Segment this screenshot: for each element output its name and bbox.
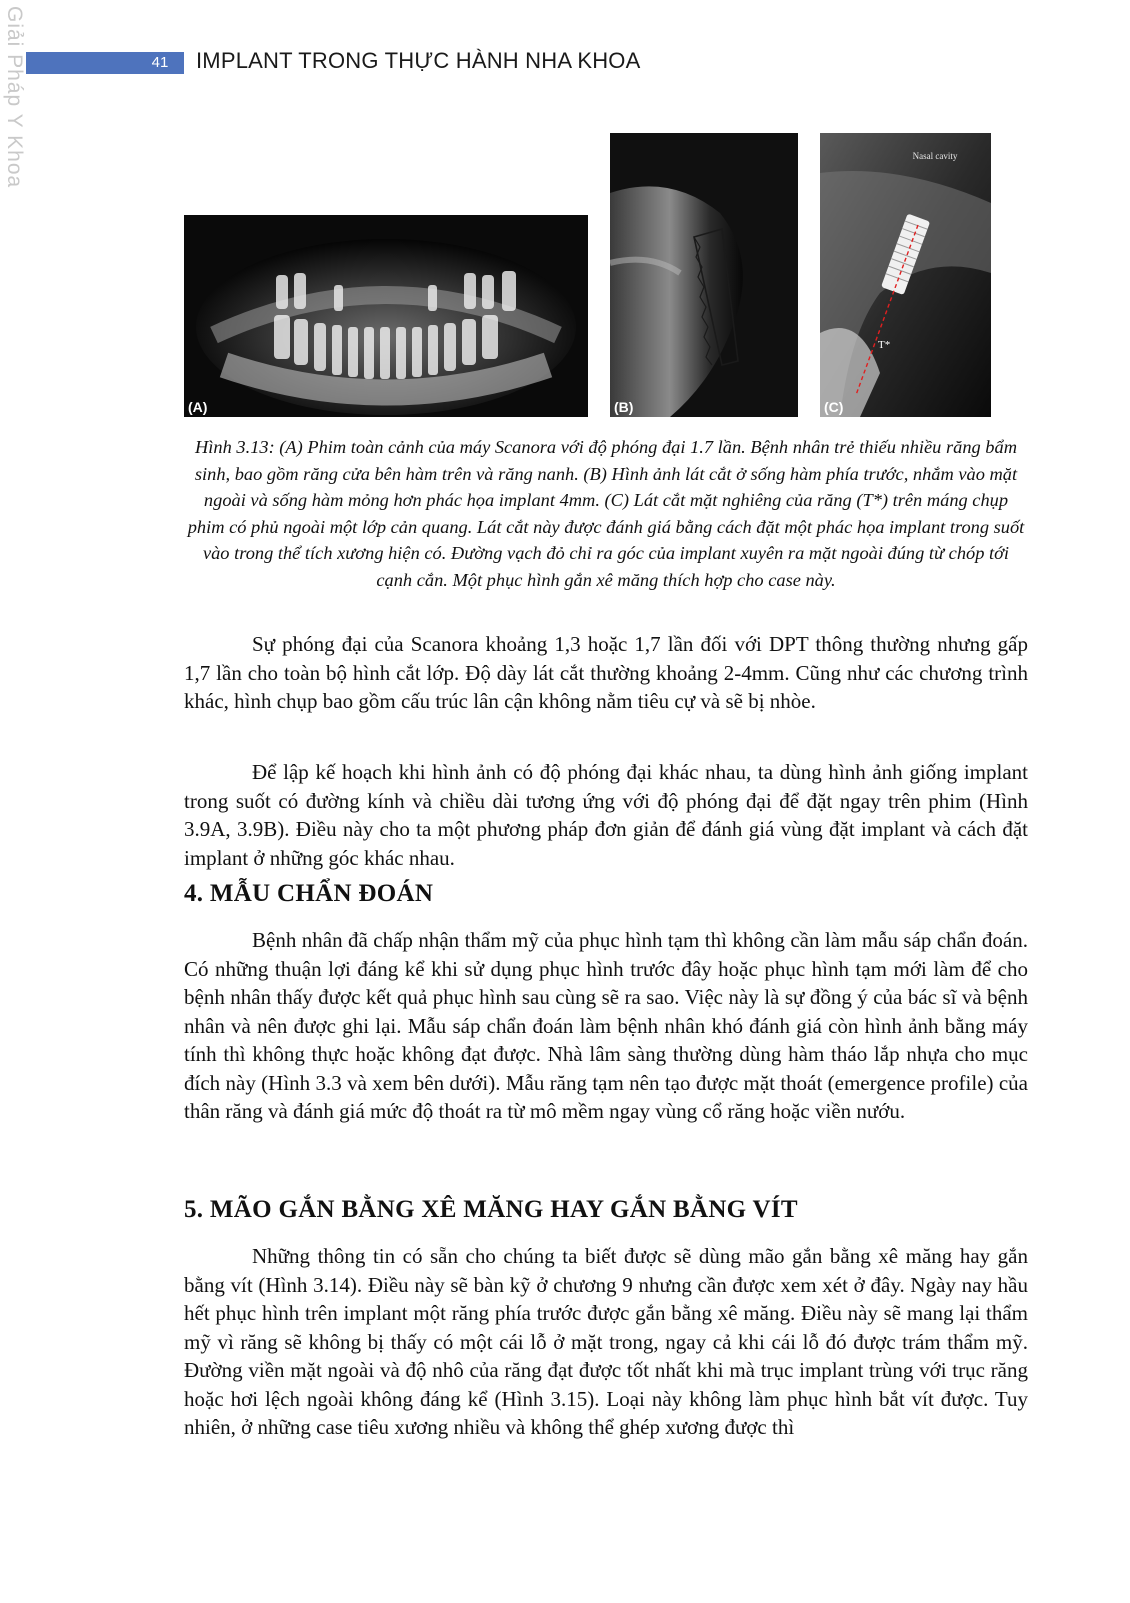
panel-label-b: (B) [614, 399, 634, 415]
panel-label-c: (C) [824, 399, 844, 415]
figure-panel-a [184, 215, 588, 417]
body-paragraph: Những thông tin có sẵn cho chúng ta biết được sẽ dùng mão gắn bằng xê măng hay gắn bằng vít (Hình 3.14). Điều này sẽ bàn kỹ ở chương 9 nhưng cần được xem xét ở đây. Ngày nay hầu hết phục hình trên implant một răng phía trước được gắn bằng xê măng. Điều này sẽ mang lại thẩm mỹ vì răng sẽ không bị thấy có một cái lỗ ở mặt trong, ngay cả khi cái lỗ đó được trám thẩm mỹ. Đường viền mặt ngoài và độ nhô của răng đạt được tốt nhất khi mà trục implant trùng với trục răng hoặc hơi lệch ngoài không đáng kể (Hình 3.15). Loại này không làm phục hình bắt vít được. Tuy nhiên, ở những case tiêu xương nhiều và không thể ghép xương được thì [184, 1244, 1028, 1439]
panel-label-a: (A) [188, 399, 208, 415]
body-paragraph: Sự phóng đại của Scanora khoảng 1,3 hoặc 1,7 lần đối với DPT thông thường nhưng gấp 1,7 lần cho toàn bộ hình cắt lớp. Độ dày lát cắt thường khoảng 2-4mm. Cũng như các chương trình khác, hình chụp bao gồm cấu trúc lân cận không nằm tiêu cự và sẽ bị nhòe. [184, 632, 1028, 713]
page-number: 41 [151, 54, 169, 71]
section-heading: 5. MÃO GẮN BẰNG XÊ MĂNG HAY GẮN BẰNG VÍT [184, 1196, 798, 1223]
running-header-title: IMPLANT TRONG THỰC HÀNH NHA KHOA [196, 48, 641, 73]
figure-panel-b [610, 133, 798, 417]
side-watermark: Giải Pháp Y Khoa [3, 6, 26, 189]
body-paragraph: Để lập kế hoạch khi hình ảnh có độ phóng đại khác nhau, ta dùng hình ảnh giống implant trong suốt có đường kính và chiều dài tương ứng với độ phóng đại để đặt ngay trên phim (Hình 3.9A, 3.9B). Điều này cho ta một phương pháp đơn giản để đánh giá vùng đặt implant và cách đặt implant ở những góc khác nhau. [184, 760, 1028, 870]
tooth-section-xray-image [820, 133, 991, 417]
tooth-t-annotation: T* [878, 339, 891, 351]
figure-caption: Hình 3.13: (A) Phim toàn cảnh của máy Scanora với độ phóng đại 1.7 lần. Bệnh nhân trẻ thiếu nhiều răng bẩm sinh, bao gồm răng cửa bên hàm trên và răng nanh. (B) Hình ảnh lát cắt ở sống hàm phía trước, nhắm vào mặt ngoài và sống hàm mỏng hơn phác họa implant 4mm. (C) Lát cắt mặt nghiêng của răng (T*) trên máng chụp phim có phủ ngoài một lớp cản quang. Lát cắt này được đánh giá bằng cách đặt một phác họa implant trong suốt vào trong thể tích xương hiện có. Đường vạch đỏ chỉ ra góc của implant xuyên ra mặt ngoài đúng từ chóp tới cạnh cắn. Một phục hình gắn xê măng thích hợp cho case này. [187, 437, 1025, 590]
figure-panel-c [820, 133, 991, 417]
body-paragraph: Bệnh nhân đã chấp nhận thẩm mỹ của phục hình tạm thì không cần làm mẫu sáp chẩn đoán. Có những thuận lợi đáng kể khi sử dụng phục hình trước đây hoặc phục hình tạm mới làm để cho bệnh nhân thấy được kết quả phục hình sau cùng sẽ ra sao. Việc này là sự đồng ý của bác sĩ và bệnh nhân và nên được ghi lại. Mẫu sáp chẩn đoán làm bệnh nhân khó đánh giá còn hình ảnh bằng máy tính thì không thực hoặc không đạt được. Nhà lâm sàng thường dùng hàm tháo lắp nhựa cho mục đích này (Hình 3.3 và xem bên dưới). Mẫu răng tạm nên tạo được mặt thoát (emergence profile) của thân răng và đánh giá mức độ thoát ra từ mô mềm ngay vùng cổ răng hoặc viền nướu. [184, 928, 1028, 1123]
section-heading: 4. MẪU CHẨN ĐOÁN [184, 880, 434, 907]
nasal-cavity-annotation: Nasal cavity [912, 151, 958, 161]
cross-section-xray-image [610, 133, 798, 417]
panoramic-xray-image [184, 215, 588, 417]
